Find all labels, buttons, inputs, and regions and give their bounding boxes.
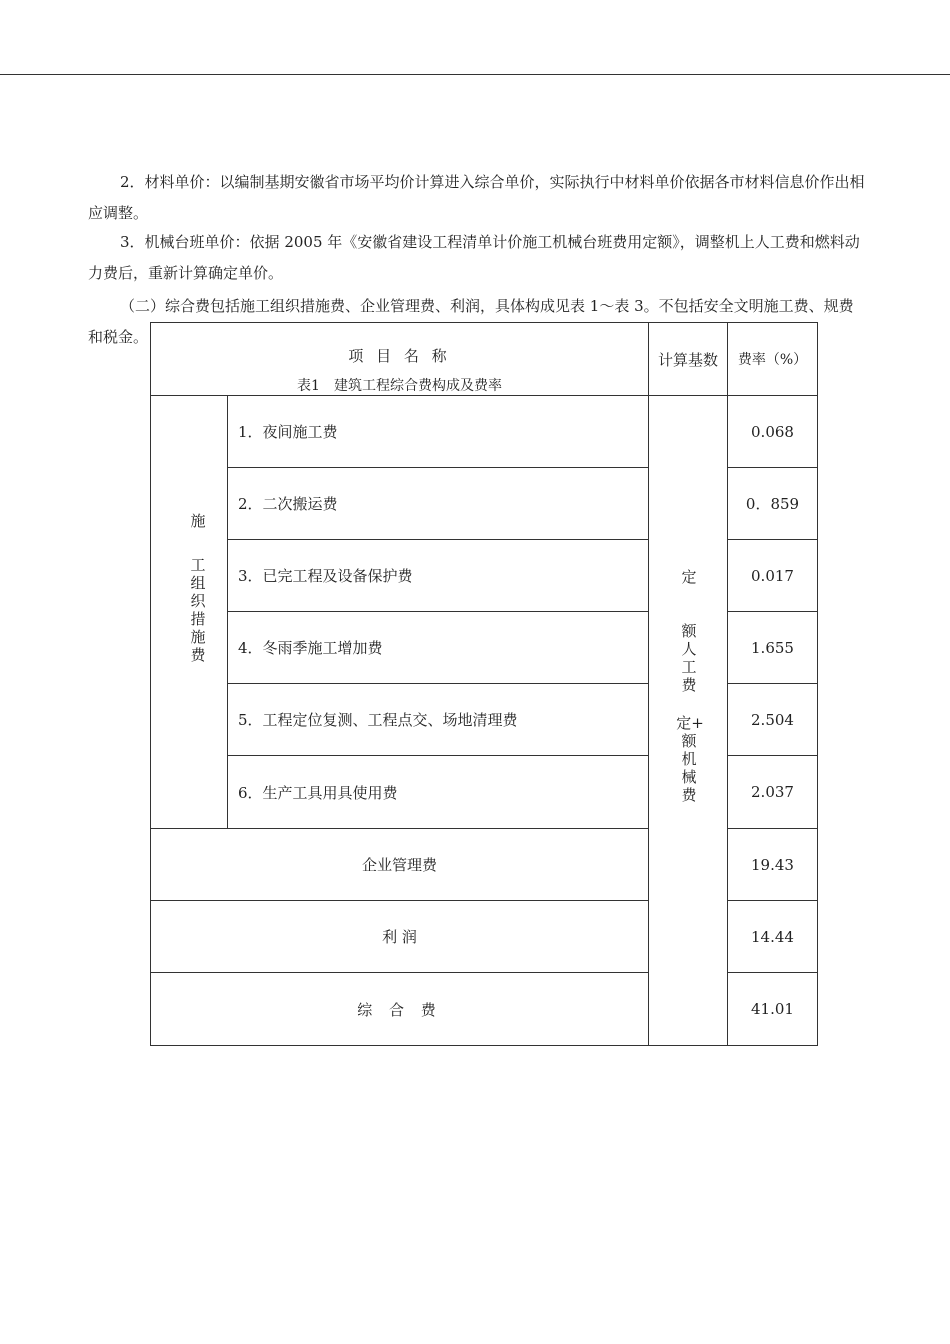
table-row-rate: 2.504 bbox=[727, 683, 818, 756]
paragraph-machine-price: 3．机械台班单价：依据 2005 年《安徽省建设工程清单计价施工机械台班费用定额》，调整机上人工费和燃料动力费后，重新计算确定单价。 bbox=[88, 233, 860, 282]
paragraph-overall-fee: （二）综合费包括施工组织措施费、企业管理费、利润，具体构成见表 1～表 3。不包括安全文明施工费、规费和税金。 bbox=[88, 297, 854, 346]
table-caption: 表1 建筑工程综合费构成及费率 bbox=[297, 378, 502, 394]
summary-row-name: 利 润 bbox=[150, 900, 649, 973]
calc-base-labor: 额 人 工 费 bbox=[681, 622, 697, 694]
group-label-cell bbox=[150, 395, 228, 829]
header-item-name: 项 目 名 称 bbox=[348, 347, 451, 365]
summary-row-rate: 19.43 bbox=[727, 828, 818, 901]
fee-rate-table bbox=[150, 322, 818, 1046]
table-row-rate: 0．859 bbox=[727, 467, 818, 540]
table-row-rate: 1.655 bbox=[727, 611, 818, 684]
summary-row-rate: 41.01 bbox=[727, 972, 818, 1046]
table-row-name: 3．已完工程及设备保护费 bbox=[227, 539, 649, 612]
calc-base-plus: 定+ bbox=[676, 714, 704, 732]
calc-base-top-char: 定 bbox=[681, 568, 697, 586]
table-row-rate: 2.037 bbox=[727, 755, 818, 829]
paragraph-material-price: 2．材料单价：以编制基期安徽省市场平均价计算进入综合单价，实际执行中材料单价依据各市材料信息价作出相应调整。 bbox=[88, 173, 865, 222]
calc-base-cell bbox=[648, 395, 728, 1046]
table-row-name: 2．二次搬运费 bbox=[227, 467, 649, 540]
header-item-name-cell bbox=[150, 322, 649, 396]
table-row-name: 1．夜间施工费 bbox=[227, 395, 649, 468]
table-row-rate: 0.017 bbox=[727, 539, 818, 612]
table-row-rate: 0.068 bbox=[727, 395, 818, 468]
header-rule bbox=[0, 74, 950, 75]
summary-row-name: 企业管理费 bbox=[150, 828, 649, 901]
table-row-name: 4．冬雨季施工增加费 bbox=[227, 611, 649, 684]
summary-row-name: 综 合 费 bbox=[150, 972, 649, 1046]
table-row-name: 6．生产工具用具使用费 bbox=[227, 755, 649, 829]
group-label-vertical: 工 组 织 措 施 费 bbox=[190, 556, 206, 664]
table-row-name: 5．工程定位复测、工程点交、场地清理费 bbox=[227, 683, 649, 756]
header-rate: 费率（%） bbox=[727, 322, 818, 396]
header-calc-base: 计算基数 bbox=[648, 322, 728, 396]
group-label-top: 施 bbox=[190, 512, 206, 530]
calc-base-machine: 额 机 械 费 bbox=[681, 732, 697, 804]
summary-row-rate: 14.44 bbox=[727, 900, 818, 973]
